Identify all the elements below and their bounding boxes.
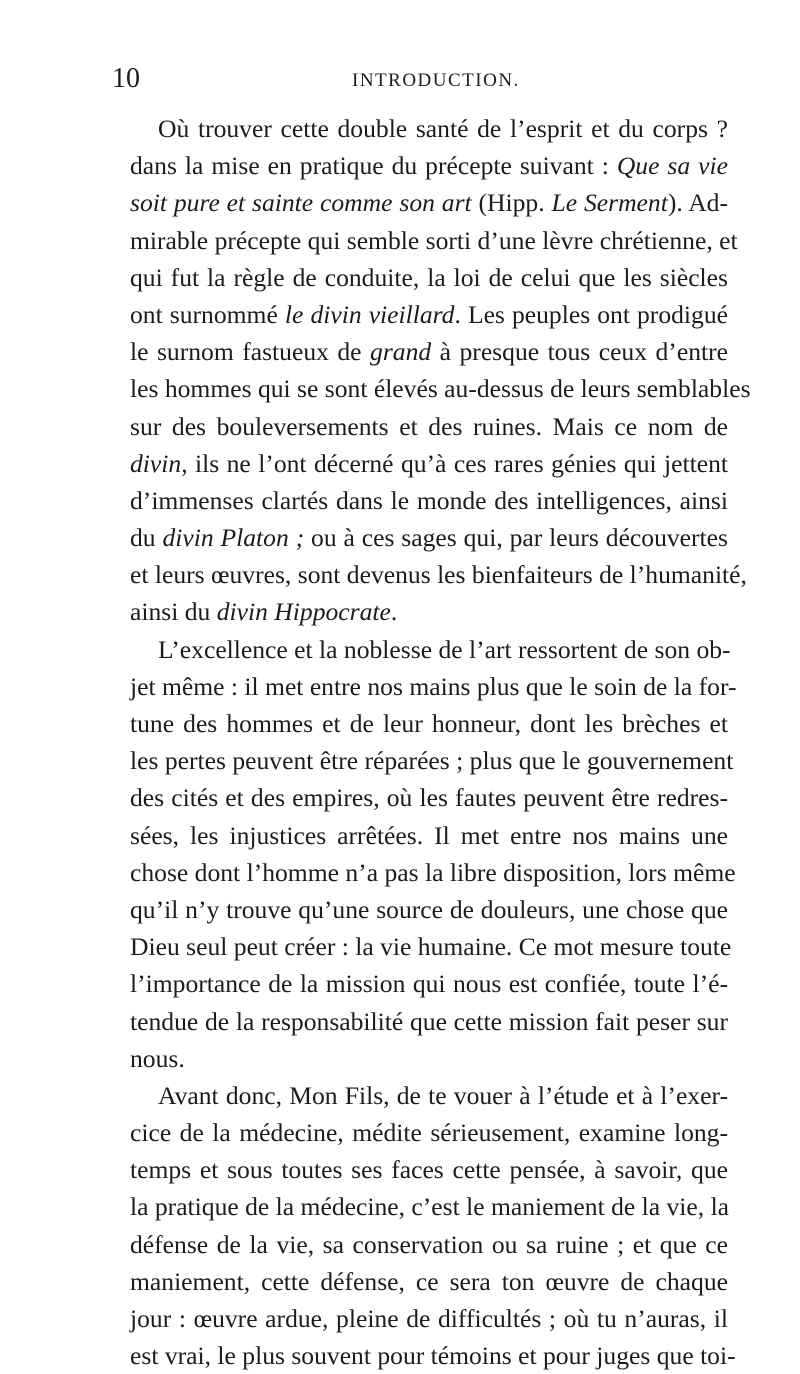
text-run: d’immenses clartés dans le monde des intelligences, ainsi [130,485,728,515]
text-run: . [390,597,398,627]
paragraph [130,1077,736,1374]
text-run: ainsi du [130,597,217,627]
text-line [130,1226,728,1263]
text-line [130,631,731,668]
text-run: qu’il n’y trouve qu’une source de douleurs, une chose que [130,894,728,924]
text-line [130,1151,728,1188]
text-line [130,110,728,147]
text-run: jet même : il met entre nos mains plus que le soin de la for- [130,671,737,701]
text-run: dans la mise en pratique du précepte suivant : [130,151,617,181]
text-line [130,1114,728,1151]
text-run: le surnom fastueux de [130,337,371,367]
italic-text: divin Platon ; [162,523,305,553]
italic-text: le divin vieillard [284,299,455,329]
text-run: la pratique de la médecine, c’est le maniement de la vie, la [130,1192,730,1222]
text-run: du [130,523,163,553]
text-run: les pertes peuvent être réparées ; plus que le gouvernement [130,746,734,776]
text-line [130,1263,728,1300]
text-line [130,445,728,482]
italic-text: grand [370,337,432,367]
text-run: ont surnommé [130,299,285,329]
text-line [130,705,728,742]
text-line [130,408,728,445]
text-run: mirable précepte qui semble sorti d’une lèvre chrétienne, et [130,225,738,255]
text-run: sur des bouleversements et des ruines. Mais ce nom de [130,411,728,441]
page-number: 10 [112,63,140,94]
text-run: tendue de la responsabilité que cette mission fait peser sur [130,1006,728,1036]
italic-text: Le Serment [551,188,668,218]
body-text [130,110,751,1374]
text-run: défense de la vie, sa conservation ou sa ruine ; et que ce [130,1229,728,1259]
text-run: chose dont l’homme n’a pas la libre disposition, lors même [130,857,736,887]
text-line [130,854,736,891]
italic-text: Que sa vie [616,151,728,181]
text-line [130,482,728,519]
running-head [112,64,722,94]
text-run: et leurs œuvres, sont devenus les bienfaiteurs de l’humanité, [130,560,747,590]
text-run: L’excellence et la noblesse de l’art ressortent de son ob- [158,634,731,664]
text-run: Avant donc, Mon Fils, de te vouer à l’étude et à l’exer- [158,1080,728,1110]
italic-text: soit pure et sainte comme son art [130,188,472,218]
text-line [130,1300,728,1337]
italic-text: divin Hippocrate [216,597,391,627]
text-line [130,1077,728,1114]
text-line [130,928,732,965]
text-run: est vrai, le plus souvent pour témoins et pour juges que toi- [130,1341,736,1371]
text-line [130,1040,728,1077]
text-run: à presque tous ceux d’entre [431,337,728,367]
text-run: les hommes qui se sont élevés au-dessus de leurs semblables [130,374,751,404]
paragraph [130,110,751,631]
text-run: maniement, cette défense, ce sera ton œuvre de chaque [130,1266,728,1296]
text-run: (Hipp. [471,188,552,218]
text-line [130,370,751,407]
text-line [130,779,728,816]
text-line [130,891,728,928]
text-line [130,817,728,854]
italic-text: divin [130,448,182,478]
text-run: des cités et des empires, où les fautes peuvent être redres- [130,783,728,813]
text-line [130,593,728,630]
text-run: ou à ces sages qui, par leurs découvertes [304,523,728,553]
text-run: qui fut la règle de conduite, la loi de celui que les siècles [130,262,728,292]
text-line [130,519,728,556]
text-line [130,296,728,333]
text-run: , ils ne l’ont décerné qu’à ces rares génies qui jettent [181,448,728,478]
text-line [130,1337,736,1374]
text-line [130,184,728,221]
text-run: sées, les injustices arrêtées. Il met entre nos mains une [130,820,728,850]
text-run: . Les peuples ont prodigué [454,299,728,329]
text-line [130,556,747,593]
text-run: Où trouver cette double santé de l’esprit et du corps ? [158,114,728,143]
text-line [130,742,734,779]
text-run: Dieu seul peut créer : la vie humaine. Ce mot mesure toute [130,932,732,962]
text-run: ). Ad- [667,188,729,218]
text-line [130,222,738,259]
text-line [130,965,728,1002]
text-line [130,1003,728,1040]
paragraph [130,631,737,1077]
text-run: cice de la médecine, médite sérieusement, examine long- [130,1118,728,1148]
text-line [130,1188,728,1225]
text-run: nous. [130,1043,185,1073]
text-line [130,147,728,184]
text-line [130,333,728,370]
text-run: temps et sous toutes ses faces cette pensée, à savoir, que [130,1155,728,1185]
text-line [130,668,737,705]
text-run: tune des hommes et de leur honneur, dont les brèches et [130,709,728,738]
text-line [130,259,728,296]
text-run: jour : œuvre ardue, pleine de difficultés ; où tu n’auras, il [130,1304,728,1333]
running-title: INTRODUCTION. [352,70,520,91]
text-run: l’importance de la mission qui nous est confiée, toute l’é- [130,969,728,999]
